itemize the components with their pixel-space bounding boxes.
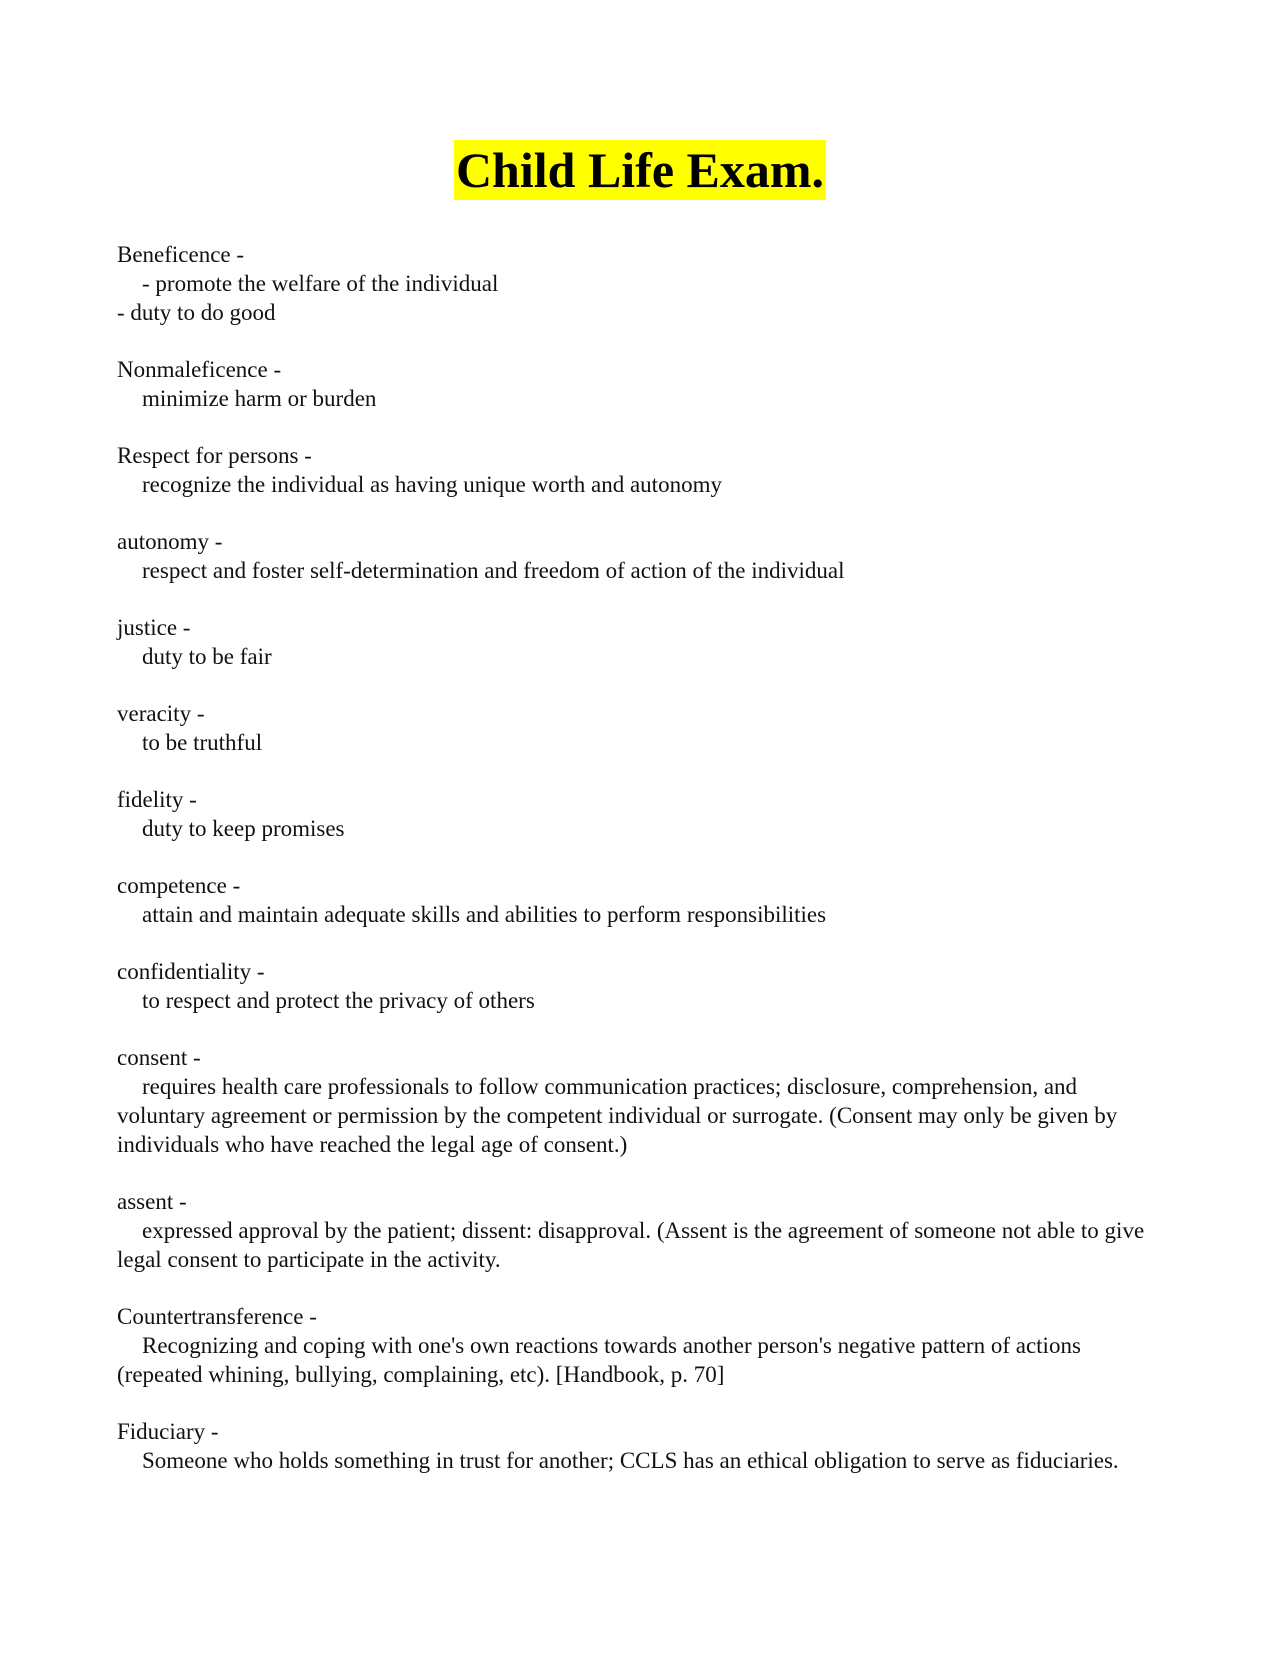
entry-assent	[117, 1187, 1167, 1274]
term-label: autonomy -	[117, 529, 223, 554]
term-label: Respect for persons -	[117, 443, 312, 468]
term-definition: duty to be fair	[142, 644, 272, 669]
entry-justice	[117, 613, 1167, 671]
term-label: Fiduciary -	[117, 1419, 219, 1444]
entry-fidelity	[117, 785, 1167, 843]
entry-nonmaleficence	[117, 355, 1167, 413]
term-definition: respect and foster self-determination and freedom of action of the individual	[142, 558, 845, 583]
entry-respect-for-persons	[117, 441, 1167, 499]
term-definition: requires health care professionals to follow communication practices; disclosure, comprehension, and voluntary agreement or permission by the competent individual or surrogate. (Consent may only be given by individuals who have reached the legal age of consent.)	[117, 1074, 1118, 1157]
term-label: Beneficence -	[117, 242, 245, 267]
title-container	[0, 140, 1280, 200]
entry-competence	[117, 871, 1167, 929]
term-definition: to respect and protect the privacy of others	[142, 988, 535, 1013]
term-label: fidelity -	[117, 787, 197, 812]
term-definition: minimize harm or burden	[142, 386, 377, 411]
term-definition: Recognizing and coping with one's own reactions towards another person's negative pattern of actions (repeated whining, bullying, complaining, etc). [Handbook, p. 70]	[117, 1333, 1081, 1387]
term-definition: - promote the welfare of the individual	[142, 271, 499, 296]
entry-confidentiality	[117, 957, 1167, 1015]
term-label: competence -	[117, 873, 241, 898]
term-definition: duty to keep promises	[142, 816, 345, 841]
term-label: justice -	[117, 615, 191, 640]
term-label: Nonmaleficence -	[117, 357, 282, 382]
term-label: confidentiality -	[117, 959, 265, 984]
entry-countertransference	[117, 1302, 1167, 1389]
term-label: consent -	[117, 1045, 201, 1070]
term-label: Countertransference -	[117, 1304, 317, 1329]
term-definition: attain and maintain adequate skills and abilities to perform responsibilities	[142, 902, 827, 927]
term-label: veracity -	[117, 701, 205, 726]
entry-veracity	[117, 699, 1167, 757]
term-definition: recognize the individual as having unique worth and autonomy	[142, 472, 722, 497]
entry-fiduciary	[117, 1417, 1167, 1475]
document-title: Child Life Exam.	[455, 142, 825, 198]
entry-beneficence	[117, 240, 1167, 327]
term-definition: Someone who holds something in trust for another; CCLS has an ethical obligation to serve as fiduciaries.	[142, 1448, 1119, 1473]
term-definition-extra: - duty to do good	[117, 300, 276, 325]
entry-autonomy	[117, 527, 1167, 585]
term-definition: expressed approval by the patient; dissent: disapproval. (Assent is the agreement of someone not able to give legal consent to participate in the activity.	[117, 1218, 1145, 1272]
glossary-list	[117, 240, 1167, 1503]
entry-consent	[117, 1043, 1167, 1159]
term-definition: to be truthful	[142, 730, 263, 755]
term-label: assent -	[117, 1189, 187, 1214]
